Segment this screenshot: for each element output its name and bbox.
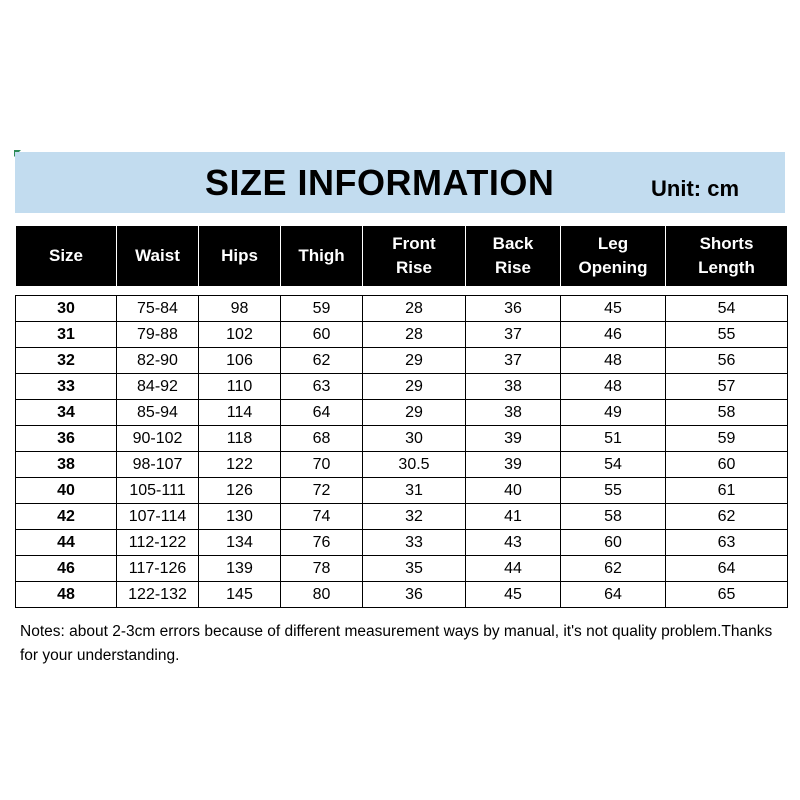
column-header-line: Back [492,234,534,253]
size-cell: 40 [16,478,117,504]
column-header [666,226,788,287]
column-header-line: Waist [135,246,180,265]
size-table-header [15,225,788,287]
table-cell: 105-111 [117,478,199,504]
size-cell: 33 [16,374,117,400]
column-header-line: Rise [396,258,432,277]
table-cell: 28 [363,322,466,348]
table-cell: 85-94 [117,400,199,426]
table-cell: 48 [561,374,666,400]
size-table [15,295,788,608]
table-cell: 55 [561,478,666,504]
table-cell: 106 [199,348,281,374]
table-cell: 62 [281,348,363,374]
table-cell: 72 [281,478,363,504]
table-cell: 37 [466,348,561,374]
table-cell: 54 [666,296,788,322]
table-cell: 51 [561,426,666,452]
size-cell: 30 [16,296,117,322]
table-row [16,426,788,452]
column-header-line: Front [392,234,436,253]
table-row [16,582,788,608]
unit-label: Unit: cm [651,176,739,201]
size-cell: 31 [16,322,117,348]
table-cell: 130 [199,504,281,530]
table-cell: 79-88 [117,322,199,348]
table-cell: 75-84 [117,296,199,322]
table-cell: 30.5 [363,452,466,478]
table-cell: 39 [466,426,561,452]
size-cell: 48 [16,582,117,608]
column-header-line: Opening [578,258,648,277]
table-row [16,452,788,478]
table-cell: 28 [363,296,466,322]
table-cell: 35 [363,556,466,582]
table-cell: 68 [281,426,363,452]
table-cell: 45 [466,582,561,608]
table-cell: 29 [363,374,466,400]
column-header-line: Hips [221,246,258,265]
table-cell: 126 [199,478,281,504]
table-cell: 48 [561,348,666,374]
table-cell: 38 [466,400,561,426]
table-cell: 62 [561,556,666,582]
page-title: SIZE INFORMATION [205,162,555,203]
table-cell: 58 [561,504,666,530]
table-cell: 63 [666,530,788,556]
table-cell: 55 [666,322,788,348]
table-cell: 63 [281,374,363,400]
column-header [16,226,117,287]
column-header-line: Size [48,246,84,265]
table-cell: 70 [281,452,363,478]
table-cell: 40 [466,478,561,504]
table-cell: 62 [666,504,788,530]
table-row [16,556,788,582]
table-cell: 139 [199,556,281,582]
notes-text: Notes: about 2-3cm errors because of different measurement ways by manual, it's not quality problem.Thanks for your understanding. [20,623,773,664]
table-cell: 59 [281,296,363,322]
column-header-line: Shorts [699,234,754,253]
table-cell: 114 [199,400,281,426]
table-row [16,530,788,556]
table-cell: 30 [363,426,466,452]
table-cell: 64 [666,556,788,582]
table-cell: 82-90 [117,348,199,374]
table-cell: 118 [199,426,281,452]
table-cell: 49 [561,400,666,426]
table-cell: 84-92 [117,374,199,400]
table-cell: 33 [363,530,466,556]
table-cell: 36 [466,296,561,322]
column-header [561,226,666,287]
size-cell: 38 [16,452,117,478]
table-row [16,296,788,322]
table-cell: 60 [561,530,666,556]
table-row [16,322,788,348]
table-cell: 90-102 [117,426,199,452]
size-cell: 36 [16,426,117,452]
size-cell: 46 [16,556,117,582]
table-cell: 43 [466,530,561,556]
table-cell: 60 [666,452,788,478]
table-cell: 29 [363,400,466,426]
table-cell: 41 [466,504,561,530]
table-row [16,400,788,426]
column-header [363,226,466,287]
table-cell: 122 [199,452,281,478]
column-header-line: Rise [495,258,531,277]
table-cell: 76 [281,530,363,556]
table-row [16,478,788,504]
table-cell: 58 [666,400,788,426]
column-header-line: Length [698,258,755,277]
table-cell: 64 [281,400,363,426]
table-cell: 65 [666,582,788,608]
table-cell: 38 [466,374,561,400]
table-cell: 45 [561,296,666,322]
table-cell: 32 [363,504,466,530]
table-cell: 31 [363,478,466,504]
table-cell: 60 [281,322,363,348]
table-cell: 54 [561,452,666,478]
table-cell: 145 [199,582,281,608]
table-cell: 134 [199,530,281,556]
table-cell: 56 [666,348,788,374]
table-cell: 39 [466,452,561,478]
table-cell: 117-126 [117,556,199,582]
column-header [199,226,281,287]
column-header [117,226,199,287]
table-cell: 64 [561,582,666,608]
table-cell: 80 [281,582,363,608]
table-cell: 57 [666,374,788,400]
table-cell: 107-114 [117,504,199,530]
table-cell: 110 [199,374,281,400]
table-cell: 36 [363,582,466,608]
column-header [281,226,363,287]
table-cell: 29 [363,348,466,374]
table-cell: 61 [666,478,788,504]
column-header [466,226,561,287]
size-cell: 32 [16,348,117,374]
table-cell: 122-132 [117,582,199,608]
table-cell: 59 [666,426,788,452]
table-cell: 98-107 [117,452,199,478]
size-cell: 44 [16,530,117,556]
table-row [16,374,788,400]
size-table-body [16,296,788,608]
table-cell: 46 [561,322,666,348]
table-cell: 44 [466,556,561,582]
table-cell: 102 [199,322,281,348]
table-row [16,504,788,530]
table-cell: 78 [281,556,363,582]
table-cell: 112-122 [117,530,199,556]
size-cell: 34 [16,400,117,426]
header-row [16,226,788,287]
table-row [16,348,788,374]
table-cell: 37 [466,322,561,348]
table-cell: 98 [199,296,281,322]
size-cell: 42 [16,504,117,530]
column-header-line: Leg [597,234,629,253]
table-cell: 74 [281,504,363,530]
column-header-line: Thigh [298,246,345,265]
